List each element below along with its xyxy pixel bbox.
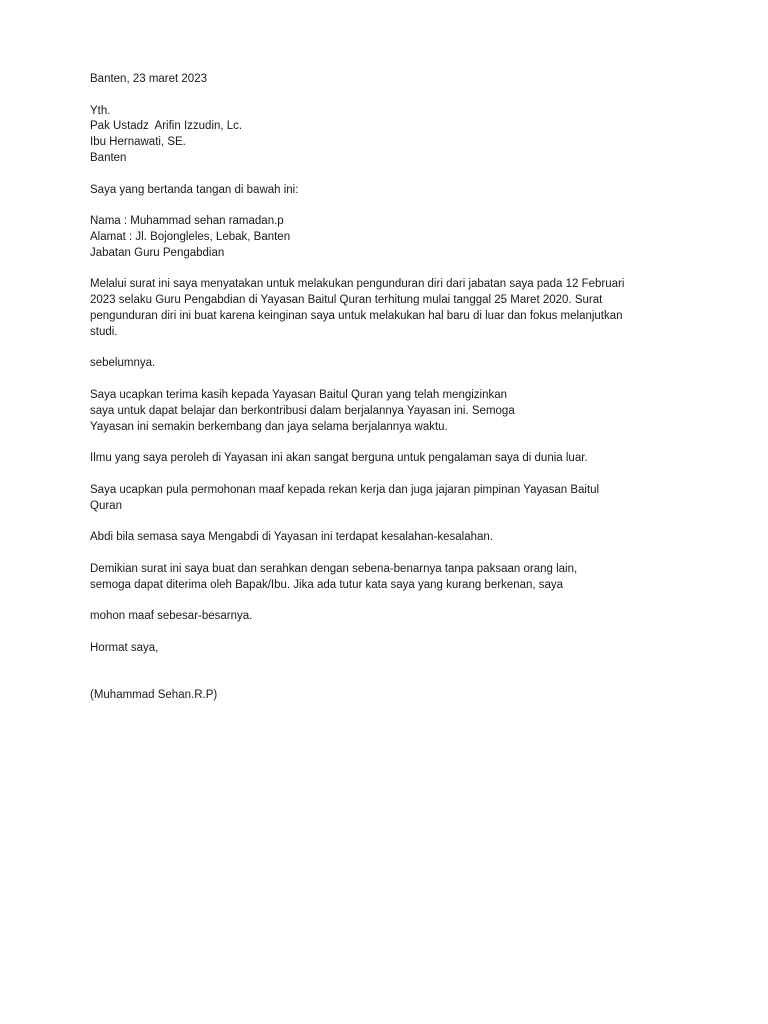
paragraph-line: Saya ucapkan pula permohonan maaf kepada rekan kerja dan juga jajaran pimpinan Yayasan Baitul xyxy=(90,483,600,496)
paragraph-line: studi. xyxy=(90,325,118,338)
spacer xyxy=(90,167,690,183)
paragraph-mistakes: Abdi bila semasa saya Mengabdi di Yayasan ini terdapat kesalahan-kesalahan. xyxy=(90,531,493,544)
identity-position: Jabatan Guru Pengabdian xyxy=(90,246,225,259)
recipient-name-1: Pak Ustadz Arifin Izzudin, Lc. xyxy=(90,120,243,133)
paragraph-line: Quran xyxy=(90,499,122,512)
paragraph-line: Melalui surat ini saya menyatakan untuk melakukan pengunduran diri dari jabatan saya pada 12 Februari xyxy=(90,278,625,291)
identity-name: Nama : Muhammad sehan ramadan.p xyxy=(90,215,284,228)
paragraph-line: saya untuk dapat belajar dan berkontribusi dalam berjalannya Yayasan ini. Semoga xyxy=(90,404,515,417)
spacer xyxy=(90,341,690,357)
spacer xyxy=(90,625,690,641)
spacer xyxy=(90,656,690,672)
closing-text: Hormat saya, xyxy=(90,641,159,654)
sebelumnya-text: sebelumnya. xyxy=(90,357,156,370)
paragraph-line: semoga dapat diterima oleh Bapak/Ibu. Jika ada tutur kata saya yang kurang berkenan, saya xyxy=(90,578,564,591)
signature-name: (Muhammad Sehan.R.P) xyxy=(90,689,218,702)
paragraph-line: Yayasan ini semakin berkembang dan jaya selama berjalannya waktu. xyxy=(90,420,448,433)
spacer xyxy=(90,514,690,530)
paragraph-apology-colleagues xyxy=(90,483,690,515)
paragraph-line: Saya ucapkan terima kasih kepada Yayasan Baitul Quran yang telah mengizinkan xyxy=(90,388,508,401)
spacer xyxy=(90,88,690,104)
paragraph-closing xyxy=(90,562,690,594)
identity-block xyxy=(90,214,690,261)
paragraph-resignation xyxy=(90,277,690,340)
spacer xyxy=(90,546,690,562)
paragraph-knowledge: Ilmu yang saya peroleh di Yayasan ini akan sangat berguna untuk pengalaman saya di dunia luar. xyxy=(90,452,588,465)
paragraph-thanks xyxy=(90,388,690,435)
identity-address: Alamat : Jl. Bojongleles, Lebak, Banten xyxy=(90,230,291,243)
apology-text: mohon maaf sebesar-besarnya. xyxy=(90,610,253,623)
spacer xyxy=(90,593,690,609)
spacer xyxy=(90,467,690,483)
spacer xyxy=(90,372,690,388)
place-date: Banten, 23 maret 2023 xyxy=(90,73,207,85)
paragraph-line: pengunduran diri ini buat karena keinginan saya untuk melakukan hal baru di luar dan fokus melanjutkan xyxy=(90,309,623,322)
spacer xyxy=(90,672,690,688)
spacer xyxy=(90,435,690,451)
resignation-letter xyxy=(90,72,690,704)
spacer xyxy=(90,262,690,278)
recipient-name-2: Ibu Hernawati, SE. xyxy=(90,136,186,149)
recipient-block xyxy=(90,104,690,167)
paragraph-line: Demikian surat ini saya buat dan serahkan dengan sebena-benarnya tanpa paksaan orang lain, xyxy=(90,562,578,575)
recipient-location: Banten xyxy=(90,151,127,164)
recipient-salutation: Yth. xyxy=(90,104,111,117)
intro-text: Saya yang bertanda tangan di bawah ini: xyxy=(90,183,299,196)
spacer xyxy=(90,198,690,214)
paragraph-line: 2023 selaku Guru Pengabdian di Yayasan Baitul Quran terhitung mulai tanggal 25 Maret 2020. Surat xyxy=(90,294,603,307)
